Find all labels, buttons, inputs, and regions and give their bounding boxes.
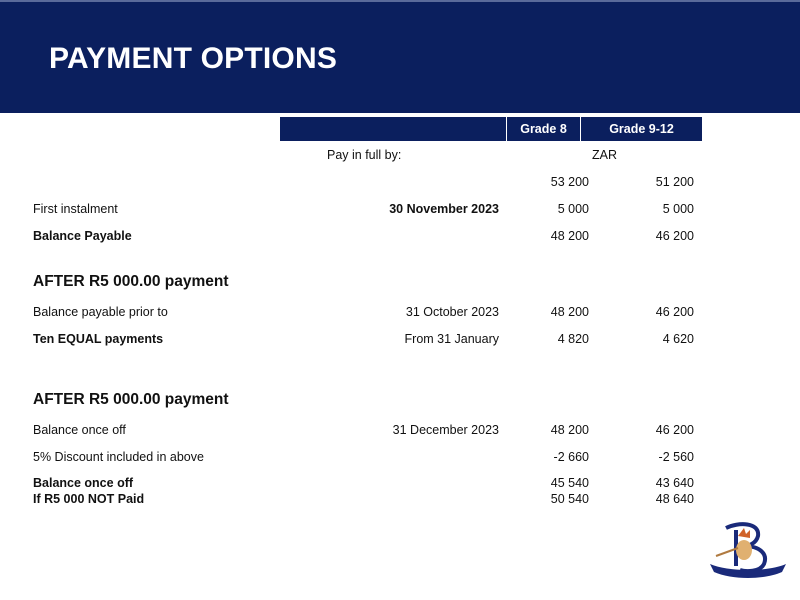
pay-in-full-label: Pay in full by:: [327, 148, 402, 162]
row-label: First instalment: [33, 202, 118, 216]
row-grade8: 48 200: [550, 229, 589, 243]
row-date: 31 December 2023: [392, 423, 499, 437]
full-amount-grade8: 53 200: [550, 175, 589, 189]
row-grade9-12: 43 640: [655, 476, 694, 490]
row-label: If R5 000 NOT Paid: [33, 492, 145, 506]
row-label: Balance payable prior to: [33, 305, 168, 319]
section-heading: AFTER R5 000.00 payment: [33, 391, 229, 408]
banner-divider: [0, 111, 800, 113]
row-grade8: 48 200: [550, 305, 589, 319]
row-grade8: 45 540: [550, 476, 589, 490]
row-grade9-12: 46 200: [655, 423, 694, 437]
row-grade9-12: -2 560: [658, 450, 694, 464]
currency-label: ZAR: [592, 148, 617, 162]
row-grade9-12: 48 640: [655, 492, 694, 506]
row-grade8: 50 540: [550, 492, 589, 506]
row-grade9-12: 46 200: [655, 229, 694, 243]
title-banner: [0, 0, 800, 111]
row-grade8: 4 820: [557, 332, 589, 346]
row-date: From 31 January: [404, 332, 499, 346]
table-header-blank: [280, 117, 506, 141]
row-grade9-12: 46 200: [655, 305, 694, 319]
row-label: 5% Discount included in above: [33, 450, 204, 464]
row-date: 30 November 2023: [389, 202, 499, 216]
row-grade8: -2 660: [553, 450, 589, 464]
row-label: Balance once off: [33, 476, 134, 490]
table-header-grade8: Grade 8: [507, 117, 580, 141]
full-amount-grade9-12: 51 200: [655, 175, 694, 189]
row-grade9-12: 4 620: [662, 332, 694, 346]
row-date: 31 October 2023: [405, 305, 499, 319]
row-label: Ten EQUAL payments: [33, 332, 164, 346]
row-grade8: 48 200: [550, 423, 589, 437]
row-grade9-12: 5 000: [662, 202, 694, 216]
row-label: Balance Payable: [33, 229, 132, 243]
row-label: Balance once off: [33, 423, 126, 437]
row-grade8: 5 000: [557, 202, 589, 216]
section-heading: AFTER R5 000.00 payment: [33, 273, 229, 290]
page-title: PAYMENT OPTIONS: [49, 42, 338, 75]
table-header-grade9-12: Grade 9-12: [581, 117, 702, 141]
school-crest-icon: [708, 520, 788, 584]
